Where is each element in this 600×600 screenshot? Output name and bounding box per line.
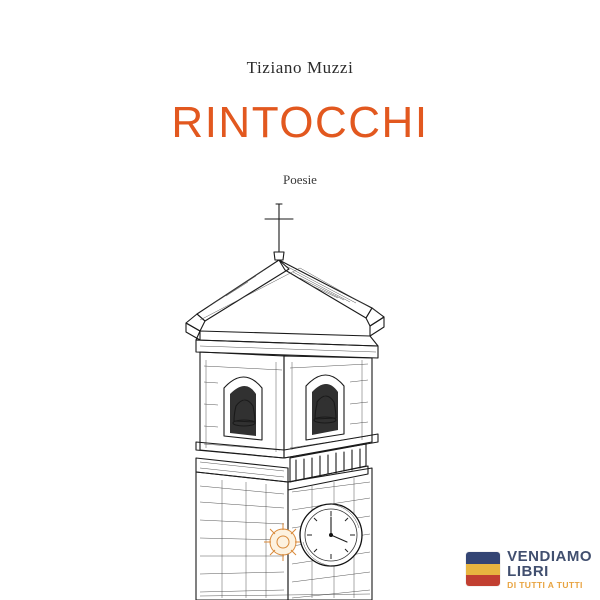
book-title: RINTOCCHI bbox=[171, 98, 429, 147]
watermark-tagline: DI TUTTI A TUTTI bbox=[507, 580, 583, 591]
clock-face bbox=[300, 504, 362, 566]
tower-shaft bbox=[196, 468, 372, 600]
tower-roof bbox=[186, 260, 384, 340]
belfry bbox=[200, 352, 372, 458]
book-subtitle: Poesie bbox=[283, 172, 317, 187]
bell-tower-illustration bbox=[0, 190, 600, 600]
author-name: Tiziano Muzzi bbox=[246, 58, 354, 77]
sun-medallion bbox=[264, 523, 302, 561]
watermark-line-2: LIBRI bbox=[507, 563, 549, 581]
watermark-line-1: VENDIAMO bbox=[507, 547, 592, 565]
cross-icon bbox=[265, 204, 293, 252]
flag-icon bbox=[466, 552, 500, 586]
watermark-vendiamo-libri bbox=[466, 549, 592, 590]
